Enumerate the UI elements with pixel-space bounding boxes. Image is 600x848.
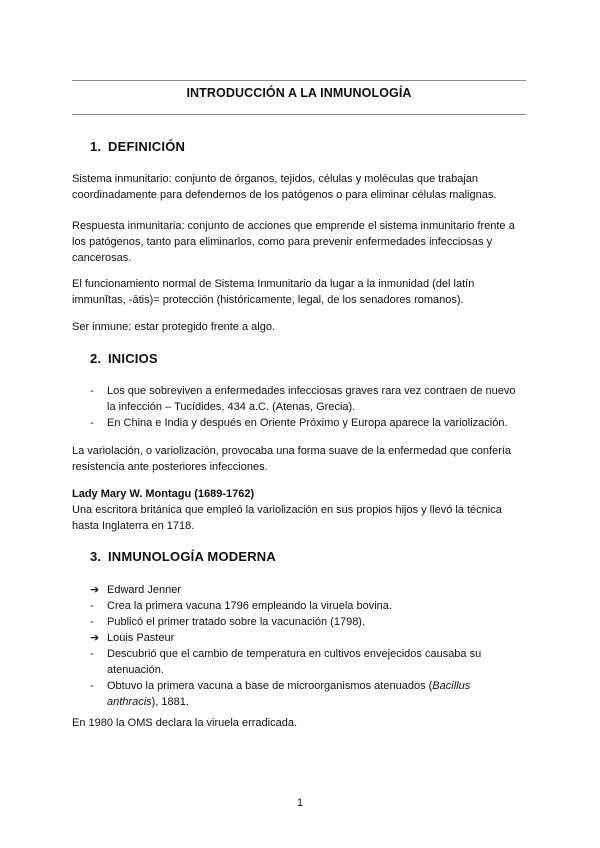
page-number: 1 xyxy=(296,797,304,809)
species-name-italic: Bacillus xyxy=(432,680,471,692)
section-heading-definicion xyxy=(90,139,185,154)
text-line: resistencia ante posteriores infecciones. xyxy=(72,461,268,473)
arrow-bullet-icon: ➔ xyxy=(90,584,100,596)
arrow-bullet-icon: ➔ xyxy=(90,632,100,644)
text-segment: Obtuvo la primera vacuna a base de microorganismos atenuados ( xyxy=(107,680,433,692)
paragraph-oms xyxy=(72,715,528,731)
species-name-italic: anthracis xyxy=(107,696,152,708)
list-item xyxy=(72,614,528,630)
section-number: 2. xyxy=(90,351,102,366)
list-item xyxy=(72,678,528,710)
title-bottom-rule xyxy=(72,114,526,115)
dash-bullet-icon: - xyxy=(90,600,94,612)
text-line: Crea la primera vacuna 1796 empleando la viruela bovina. xyxy=(107,600,392,612)
list-item xyxy=(72,646,528,678)
dash-bullet-icon: - xyxy=(90,417,94,429)
list-item xyxy=(72,630,528,646)
paragraph-sistema-inmunitario xyxy=(72,171,528,203)
text-line: Ser inmune: estar protegido frente a algo. xyxy=(72,321,276,333)
list-item xyxy=(72,582,528,598)
list-item xyxy=(72,415,528,431)
text-line: Los que sobreviven a enfermedades infecciosas graves rara vez contraen de nuevo xyxy=(107,385,516,397)
text-segment: ), 1881. xyxy=(151,696,189,708)
section-title: INMUNOLOGÍA MODERNA xyxy=(108,549,276,564)
dash-bullet-icon: - xyxy=(90,648,94,660)
inicios-bullet-list xyxy=(72,383,528,431)
list-item xyxy=(72,383,528,415)
paragraph-ser-inmune xyxy=(72,319,528,335)
section-number: 3. xyxy=(90,549,102,564)
paragraph-variolacion xyxy=(72,443,528,475)
text-line: cancerosas. xyxy=(72,252,132,264)
text-line: Descubrió que el cambio de temperatura en cultivos envejecidos causaba su xyxy=(107,648,482,660)
dash-bullet-icon: - xyxy=(90,616,94,628)
text-line: immunĭtas, -ātis)= protección (históricamente, legal, de los senadores romanos). xyxy=(72,294,464,306)
text-line: hasta Inglaterra en 1718. xyxy=(72,520,195,532)
section-title: INICIOS xyxy=(108,351,158,366)
section-heading-inmunologia-moderna xyxy=(90,549,276,564)
text-line: Respuesta inmunitaria: conjunto de acciones que emprende el sistema inmunitario frente a xyxy=(72,220,515,232)
text-line: la infección – Tucídides, 434 a.C. (Atenas, Grecia). xyxy=(107,401,356,413)
text-line: Publicó el primer tratado sobre la vacunación (1798). xyxy=(107,616,366,628)
section-number: 1. xyxy=(90,139,102,154)
text-line: los patógenos, tanto para eliminarlos, como para prevenir enfermedades infecciosas y xyxy=(72,236,493,248)
text-line: En China e India y después en Oriente Próximo y Europa aparece la variolización. xyxy=(107,417,508,429)
title-top-rule xyxy=(72,80,526,81)
text-line: En 1980 la OMS declara la viruela erradicada. xyxy=(72,717,298,729)
text-line: Edward Jenner xyxy=(107,584,181,596)
text-line: Louis Pasteur xyxy=(107,632,175,644)
list-item xyxy=(72,598,528,614)
text-line: coordinadamente para defendernos de los patógenos o para eliminar células malignas. xyxy=(72,189,497,201)
paragraph-montagu xyxy=(72,486,528,534)
dash-bullet-icon: - xyxy=(90,385,94,397)
dash-bullet-icon: - xyxy=(90,680,94,692)
inmunologia-moderna-list xyxy=(72,582,528,710)
person-name: Lady Mary W. Montagu (1689-1762) xyxy=(72,488,255,500)
paragraph-funcionamiento xyxy=(72,276,528,308)
text-line: La variolación, o variolización, provocaba una forma suave de la enfermedad que confería xyxy=(72,445,512,457)
section-title: DEFINICIÓN xyxy=(108,139,186,154)
section-heading-inicios xyxy=(90,351,158,366)
text-line: Sistema inmunitario: conjunto de órganos, tejidos, células y moléculas que trabajan xyxy=(72,173,479,185)
paragraph-respuesta-inmunitaria xyxy=(72,218,528,266)
text-line: atenuación. xyxy=(107,664,164,676)
document-title: INTRODUCCIÓN A LA INMUNOLOGÍA xyxy=(186,86,412,100)
text-line: Una escritora británica que empleó la variolización en sus propios hijos y llevó la técnica xyxy=(72,504,502,516)
text-line: El funcionamiento normal de Sistema Inmunitario da lugar a la inmunidad (del latín xyxy=(72,278,475,290)
